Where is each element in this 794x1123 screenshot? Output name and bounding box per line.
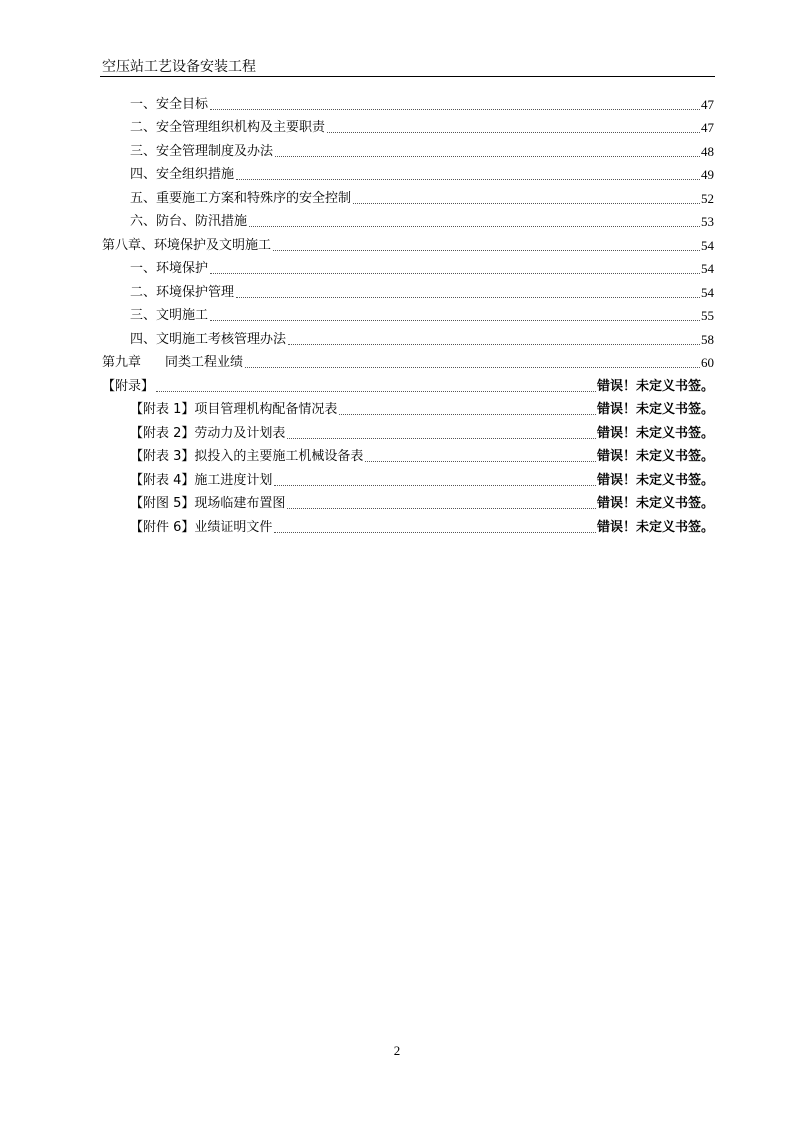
toc-bookmark-error: 错误！未定义书签。: [596, 472, 714, 488]
toc-entry-label: 一、安全目标: [130, 96, 209, 112]
toc-appendix-entry[interactable]: [100, 444, 714, 468]
toc-entry-label: 一、环境保护: [130, 261, 209, 276]
toc-entry-label: 三、安全管理制度及办法: [130, 143, 274, 159]
toc-leader-dots: [274, 485, 596, 486]
toc-entry-label: 四、安全组织措施: [130, 167, 235, 182]
toc-leader-dots: [287, 508, 596, 509]
toc-bookmark-error: 错误！未定义书签。: [596, 378, 714, 394]
toc-leader-dots: [275, 156, 700, 157]
table-of-contents: [100, 91, 714, 538]
toc-entry[interactable]: [100, 303, 714, 327]
toc-entry-page: 52: [701, 190, 714, 206]
toc-entry[interactable]: [100, 162, 714, 186]
toc-entry-page: 54: [701, 284, 714, 300]
toc-leader-dots: [210, 320, 700, 321]
toc-entry-label: 五、重要施工方案和特殊序的安全控制: [130, 190, 352, 206]
toc-entry-label: 第八章、环境保护及文明施工: [102, 237, 272, 253]
toc-leader-dots: [236, 297, 700, 298]
toc-entry-page: 55: [701, 308, 714, 323]
toc-leader-dots: [287, 438, 596, 439]
toc-chapter-entry[interactable]: [100, 232, 714, 256]
toc-appendix-entry[interactable]: [100, 397, 714, 421]
toc-chapter-entry[interactable]: [100, 350, 714, 374]
toc-entry-label: 三、文明施工: [130, 308, 209, 323]
toc-leader-dots: [353, 203, 700, 204]
toc-entry-label: 【附图 5】现场临建布置图: [130, 496, 286, 511]
toc-bookmark-error: 错误！未定义书签。: [596, 402, 714, 417]
toc-entry-label: 六、防台、防汛措施: [130, 214, 248, 229]
toc-entry[interactable]: [100, 115, 714, 139]
toc-entry-label: 【附表 3】拟投入的主要施工机械设备表: [130, 449, 364, 464]
toc-entry-page: 53: [701, 214, 714, 229]
toc-appendix-entry[interactable]: [100, 467, 714, 491]
toc-entry-label: 二、安全管理组织机构及主要职责: [130, 120, 326, 135]
toc-bookmark-error: 错误！未定义书签。: [596, 496, 714, 511]
toc-entry-page: 49: [701, 167, 714, 182]
toc-entry[interactable]: [100, 279, 714, 303]
toc-entry-label: 四、文明施工考核管理办法: [130, 331, 287, 347]
toc-entry-label: 【附表 2】劳动力及计划表: [130, 425, 286, 441]
toc-leader-dots: [274, 532, 596, 533]
toc-entry[interactable]: [100, 91, 714, 115]
toc-entry-page: 48: [701, 143, 714, 159]
toc-leader-dots: [327, 132, 700, 133]
toc-entry-page: 54: [701, 237, 714, 253]
toc-appendix-entry[interactable]: [100, 491, 714, 515]
toc-entry-page: 47: [701, 96, 714, 112]
toc-leader-dots: [156, 391, 596, 392]
toc-appendix-entry[interactable]: [100, 514, 714, 538]
toc-bookmark-error: 错误！未定义书签。: [596, 425, 714, 441]
toc-leader-dots: [245, 367, 700, 368]
toc-entry-label: 【附表 4】施工进度计划: [130, 472, 273, 488]
toc-entry-label: 【附录】: [102, 378, 155, 394]
toc-leader-dots: [273, 250, 700, 251]
toc-entry[interactable]: [100, 185, 714, 209]
document-title: 空压站工艺设备安装工程: [102, 59, 256, 75]
toc-leader-dots: [210, 109, 700, 110]
toc-entry[interactable]: [100, 256, 714, 280]
toc-entry-label: [100, 355, 243, 373]
toc-leader-dots: [288, 344, 700, 345]
chapter-number: 第九章: [102, 355, 142, 370]
toc-appendix-entry[interactable]: [100, 420, 714, 444]
toc-leader-dots: [249, 226, 700, 227]
page-number: 2: [393, 1043, 401, 1058]
toc-entry-page: 58: [701, 331, 714, 347]
toc-leader-dots: [365, 461, 596, 462]
chapter-title: 同类工程业绩: [165, 355, 244, 370]
toc-entry-page: 54: [701, 261, 714, 276]
toc-appendix-entry[interactable]: [100, 373, 714, 397]
toc-bookmark-error: 错误！未定义书签。: [596, 449, 714, 464]
toc-bookmark-error: 错误！未定义书签。: [596, 519, 714, 535]
toc-leader-dots: [236, 179, 700, 180]
page-header: [100, 58, 715, 77]
toc-entry[interactable]: [100, 138, 714, 162]
toc-entry[interactable]: [100, 326, 714, 350]
toc-entry-label: 【附件 6】业绩证明文件: [130, 519, 273, 535]
toc-entry-label: 【附表 1】项目管理机构配备情况表: [130, 402, 338, 417]
toc-entry[interactable]: [100, 209, 714, 233]
toc-leader-dots: [339, 414, 596, 415]
toc-entry-page: 60: [701, 355, 714, 370]
toc-entry-label: 二、环境保护管理: [130, 284, 235, 300]
toc-entry-page: 47: [701, 120, 714, 135]
toc-leader-dots: [210, 273, 700, 274]
